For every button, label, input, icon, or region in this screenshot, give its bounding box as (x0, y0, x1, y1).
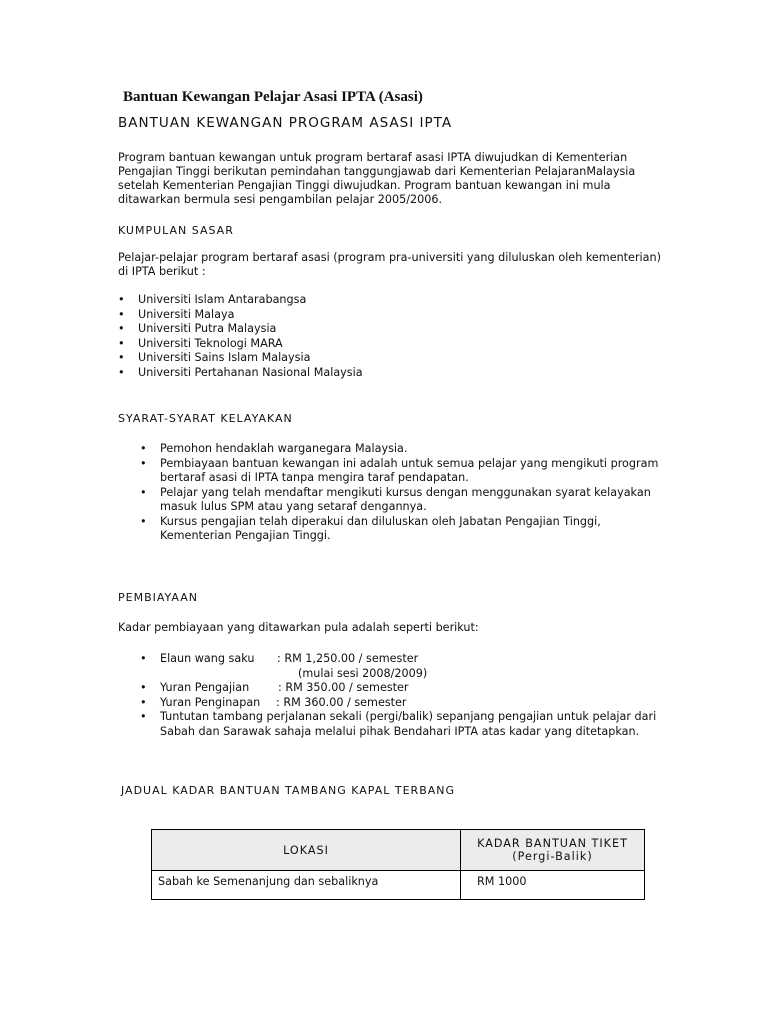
target-group-heading: KUMPULAN SASAR (118, 224, 234, 237)
table-cell-rate: RM 1000 (461, 871, 645, 900)
list-item: • Universiti Malaya (118, 307, 235, 321)
table-header-row (152, 830, 645, 871)
list-item: • Universiti Pertahanan Nasional Malaysia (118, 365, 363, 379)
list-item: • Universiti Teknologi MARA (118, 336, 283, 350)
target-group-text: Pelajar-pelajar program bertaraf asasi (program pra-universiti yang diluluskan oleh kementerian) di IPTA berikut : (118, 251, 661, 278)
list-item: • Kursus pengajian telah diperakui dan diluluskan oleh Jabatan Pengajian Tinggi, Kementerian Pengajian Tinggi. (140, 514, 601, 542)
list-item: • Universiti Sains Islam Malaysia (118, 351, 311, 364)
table-row (152, 871, 645, 900)
list-item: • Pemohon hendaklah warganegara Malaysia. (140, 442, 408, 455)
university-list (118, 293, 363, 380)
list-item: • Universiti Putra Malaysia (118, 322, 277, 335)
list-item: • Yuran Pengajian : RM 350.00 / semester (140, 681, 409, 694)
funding-list (140, 652, 660, 739)
column-header-location: LOKASI (152, 830, 461, 871)
intro-paragraph: Program bantuan kewangan untuk program bertaraf asasi IPTA diwujudkan di Kementerian Pengajian Tinggi berikutan pemindahan tanggungjawab dari Kementerian PelajaranMalaysia setelah Kementerian Pengajian Tinggi diwujudkan. Program bantuan kewangan ini mula ditawarkan bermula sesi pengambilan pelajar 2005/2006. (118, 151, 636, 206)
list-item: • Universiti Islam Antarabangsa (118, 293, 307, 306)
airfare-heading: JADUAL KADAR BANTUAN TAMBANG KAPAL TERBANG (121, 784, 456, 797)
list-item: • Yuran Penginapan : RM 360.00 / semester (140, 695, 407, 709)
list-item: • Pelajar yang telah mendaftar mengikuti kursus dengan menggunakan syarat kelayakan masuk lulus SPM atau yang setaraf dengannya. (140, 485, 651, 513)
page-title: Bantuan Kewangan Pelajar Asasi IPTA (Asasi) (123, 89, 423, 105)
main-heading: BANTUAN KEWANGAN PROGRAM ASASI IPTA (118, 115, 453, 131)
eligibility-heading: SYARAT-SYARAT KELAYAKAN (118, 412, 293, 425)
list-item: • Tuntutan tambang perjalanan sekali (pergi/balik) sepanjang pengajian untuk pelajar dari Sabah dan Sarawak sahaja melalui pihak Bendahari IPTA atas kadar yang ditetapkan. (140, 710, 657, 738)
table-cell-location: Sabah ke Semenanjung dan sebaliknya (152, 871, 461, 900)
funding-text: Kadar pembiayaan yang ditawarkan pula adalah seperti berikut: (118, 621, 479, 634)
eligibility-list (140, 442, 660, 544)
funding-heading: PEMBIAYAAN (118, 591, 198, 604)
airfare-table (151, 829, 645, 900)
column-header-rate: KADAR BANTUAN TIKET (Pergi-Balik) (461, 830, 645, 871)
list-item: • Elaun wang saku : RM 1,250.00 / semester (mulai sesi 2008/2009) (140, 652, 428, 680)
list-item: • Pembiayaan bantuan kewangan ini adalah untuk semua pelajar yang mengikuti program bertaraf asasi di IPTA tanpa mengira taraf pendapatan. (140, 456, 659, 484)
